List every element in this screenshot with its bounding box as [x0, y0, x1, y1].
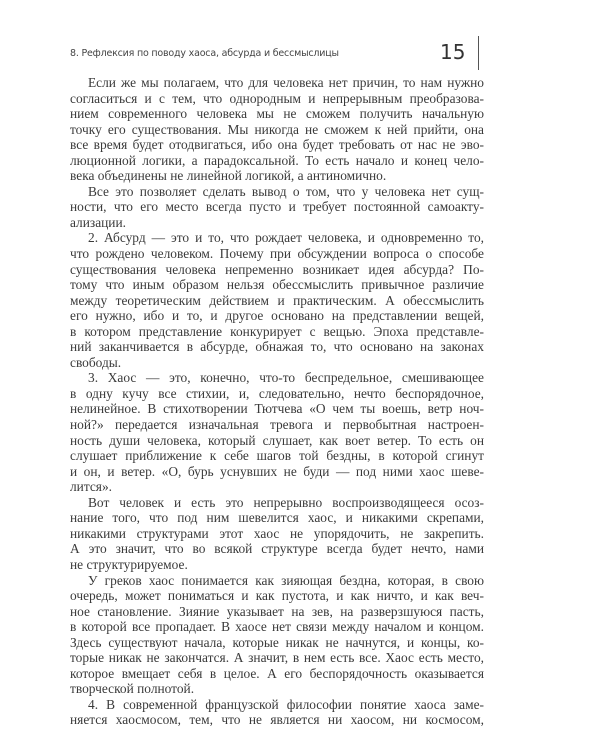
text-line: согласиться и с тем, что однородным и непрерывным преобразова- — [70, 90, 484, 106]
text-line: У греков хаос понимается как зияющая бездна, которая, в свою — [88, 572, 484, 588]
text-line: Если же мы полагаем, что для человека нет причин, то нам нужно — [88, 75, 484, 90]
text-line: ализации. — [70, 214, 126, 230]
text-line: творческой полнотой. — [70, 681, 195, 697]
text-line: слушает приближение к себе шагов той бездны, в которой сгинут — [70, 448, 484, 464]
text-line: не структурируемое. — [70, 556, 188, 572]
text-line: которое вмещает себя в целое. А его беспорядочность оказывается — [70, 665, 484, 681]
text-line: что рождено человеком. Почему при обсуждении вопроса о способе — [70, 246, 484, 262]
text-line: Вот человек и есть это непрерывно воспроизводящееся осоз- — [88, 494, 484, 510]
text-line: между теоретическим действием и практическим. А обессмыслить — [70, 292, 484, 308]
text-line: торые никак не закончатся. А значит, в нем есть все. Хаос есть место, — [70, 650, 484, 666]
text-line: ной?» передается изначальная тревога и первобытная настроен- — [70, 417, 484, 433]
text-line: в котором представление конкурирует с вещью. Эпоха представле- — [70, 323, 484, 339]
text-line: века объединены не линейной логикой, а антиномично. — [70, 168, 387, 184]
text-line: 2. Абсурд — это и то, что рождает человека, и одновременно то, — [88, 230, 484, 246]
text-line: точку его существования. Мы никогда не сможем к ней прийти, она — [70, 121, 484, 137]
text-line: свободы. — [70, 354, 122, 370]
text-line: нелинейное. В стихотворении Тютчева «О чем ты воешь, ветр ноч- — [70, 401, 484, 417]
paragraph — [70, 230, 484, 370]
text-line: существования человека непременно возникает идея абсурда? По- — [70, 261, 484, 277]
text-line: в одну кучу все стихии, и, следовательно, нечто беспорядочное, — [70, 385, 484, 401]
text-line: и он, и ветер. «О, бурь уснувших не буди — под ними хаос шеве- — [70, 463, 484, 479]
text-line: няется хаосмосом, тем, что не является ни хаосом, ни космосом, — [70, 712, 484, 728]
text-line: нание того, что под ним шевелится хаос, и никакими скрепами, — [70, 510, 484, 526]
text-line: лится». — [70, 479, 113, 495]
text-line: тому что иным образом нельзя обессмыслить привычное различие — [70, 277, 484, 293]
running-header: 8. Рефлексия по поводу хаоса, абсурда и бессмыслицы — [70, 48, 339, 59]
text-line: люционной логики, а парадоксальной. То есть начало и конец чело- — [70, 152, 484, 168]
text-line: все время будет отодвигаться, ибо она будет требовать от нас не эво- — [70, 137, 484, 153]
text-line: очередь, может пониматься и как пустота, и как ничто, и как веч- — [70, 588, 484, 604]
paragraph — [70, 697, 484, 728]
text-line: Здесь существуют начала, которые никак не начнутся, и концы, ко- — [70, 634, 484, 650]
header-divider — [478, 36, 479, 70]
text-line: 4. В современной французской философии понятие хаоса заме- — [88, 696, 484, 712]
text-line: Все это позволяет сделать вывод о том, что у человека нет сущ- — [88, 183, 484, 199]
page-number: 15 — [440, 40, 466, 64]
text-line: ное становление. Зияние указывает на зев, на разверзшуюся пасть, — [70, 603, 484, 619]
text-line: ность души человека, который слушает, как воет ветер. То есть он — [70, 432, 484, 448]
text-line: никакими структурами этот хаос не упорядочить, не закрепить. — [70, 525, 484, 541]
paragraph — [70, 75, 484, 184]
paragraph — [70, 184, 484, 231]
paragraph — [70, 370, 484, 494]
paragraph — [70, 495, 484, 573]
text-line: ности, что его место всегда пусто и требует постоянной самоакту- — [70, 199, 484, 215]
text-line: ний заканчивается в абсурде, обнажая то, что основано на законах — [70, 339, 484, 355]
text-line: 3. Хаос — это, конечно, что-то беспредельное, смешивающее — [88, 370, 484, 386]
text-line: нием современного человека мы не сможем получить начальную — [70, 106, 484, 122]
page-body — [70, 75, 484, 728]
text-line: его нужно, ибо и то, и другое основано на представлении вещей, — [70, 308, 484, 324]
paragraph — [70, 573, 484, 697]
text-line: в которой все пропадает. В хаосе нет связи между началом и концом. — [70, 619, 484, 635]
text-line: А это значит, что во всякой структуре всегда будет нечто, нами — [70, 541, 484, 557]
